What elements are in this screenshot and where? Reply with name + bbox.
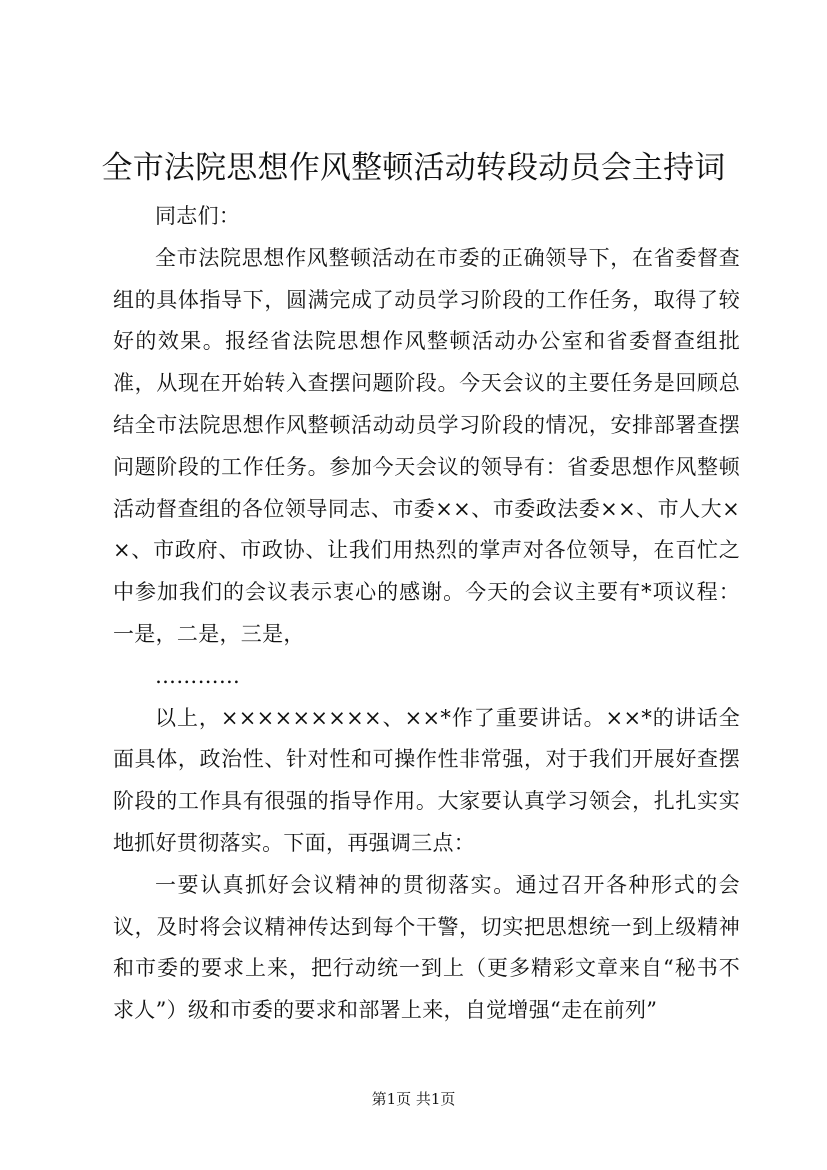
ellipsis-line: ………… (155, 663, 241, 688)
paragraph-intro: 全市法院思想作风整顿活动在市委的正确领导下，在省委督查组的具体指导下，圆满完成了动员学习阶段的工作任务，取得了较好的效果。报经省法院思想作风整顿活动办公室和省委督查组批准，从现在开始转入查摆问题阶段。今天会议的主要任务是回顾总结全市法院思想作风整顿活动动员学习阶段的情况，安排部署查摆问题阶段的工作任务。参加今天会议的领导有：省委思想作风整顿活动督查组的各位领导同志、市委××、市委政法委××、市人大××、市政府、市政协、让我们用热烈的掌声对各位领导，在百忙之中参加我们的会议表示衷心的感谢。今天的会议主要有*项议程：一是，二是，三是， (113, 245, 740, 646)
page-number-footer: 第1页 共1页 (371, 1090, 456, 1108)
salutation: 同志们： (155, 204, 241, 228)
document-body (113, 196, 740, 1032)
paragraph-point-one: 一要认真抓好会议精神的贯彻落实。通过召开各种形式的会议，及时将会议精神传达到每个干警，切实把思想统一到上级精神和市委的要求上来，把行动统一到上（更多精彩文章来自“秘书不求人”）级和市委的要求和部署上来，自觉增强“走在前列” (113, 872, 740, 1023)
paragraph-summary: 以上，×××××××××、××*作了重要讲话。××*的讲话全面具体，政治性、针对性和可操作性非常强，对于我们开展好查摆阶段的工作具有很强的指导作用。大家要认真学习领会，扎扎实实地抓好贯彻落实。下面，再强调三点： (113, 705, 740, 855)
document-title: 全市法院思想作风整顿活动转段动员会主持词 (101, 150, 726, 186)
